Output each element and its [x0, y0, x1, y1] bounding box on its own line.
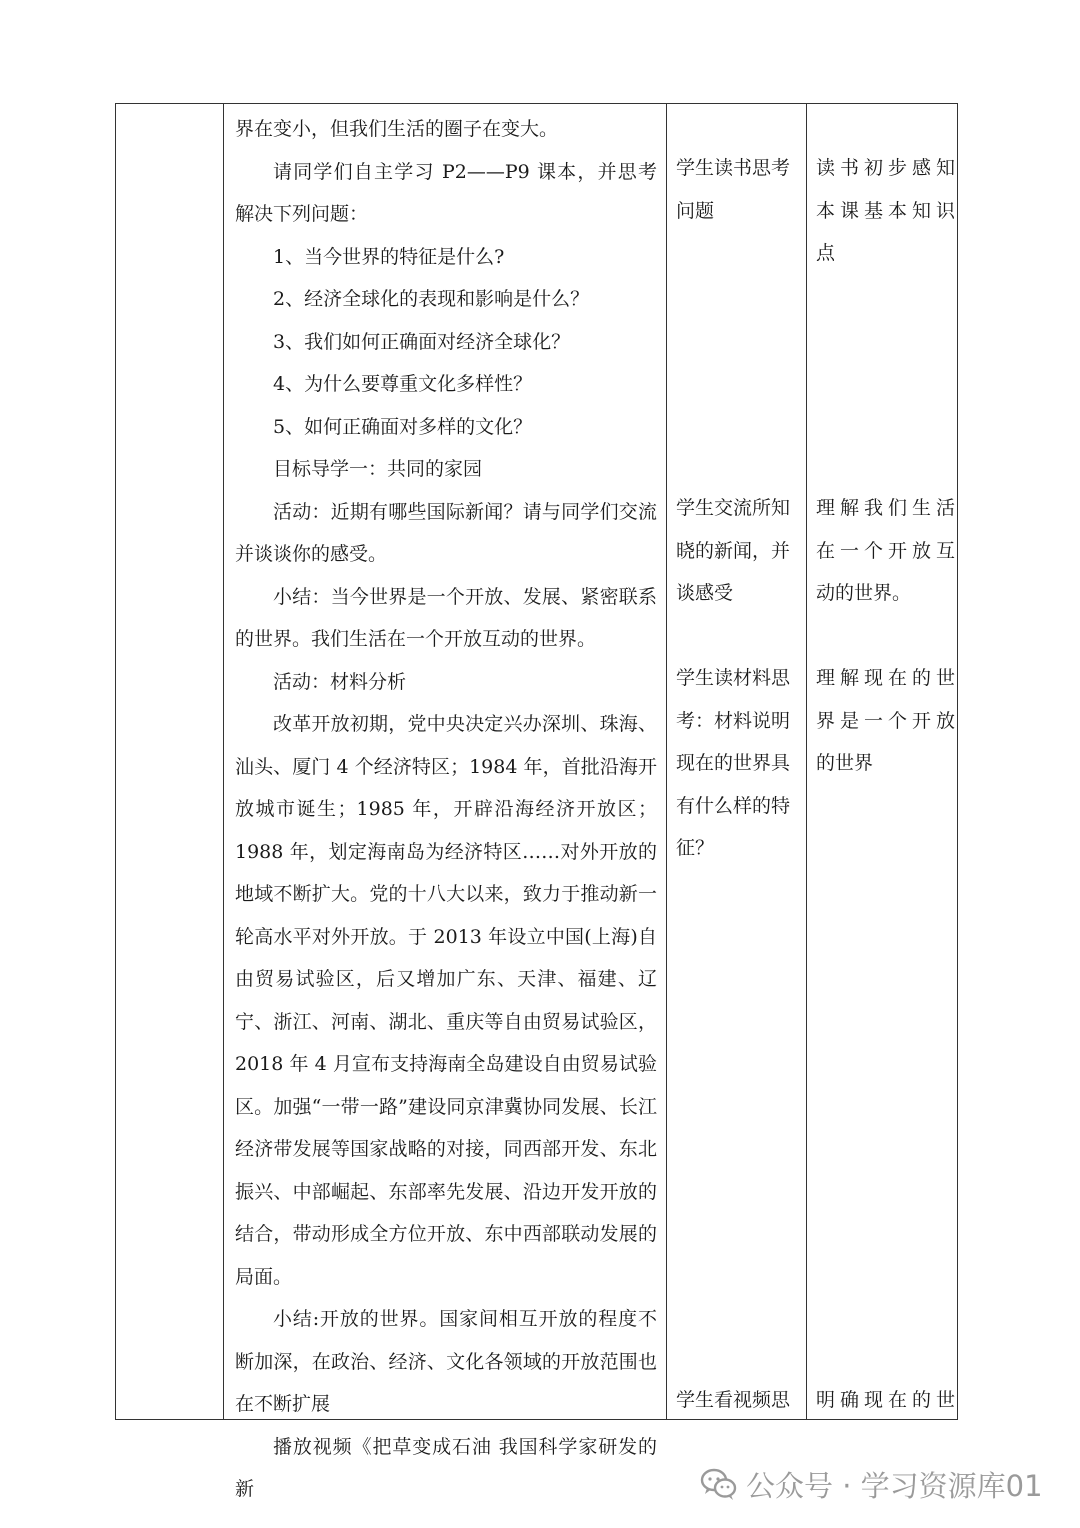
column-divider-2 [666, 104, 667, 1419]
text-line: 动的世界。 [816, 582, 912, 604]
text-line: 读书初步感知 [816, 157, 961, 179]
text-line: 有什么样的特 [676, 794, 791, 817]
question-item: 5、如何正确面对多样的文化？ [273, 415, 533, 438]
text-line: 点 [816, 242, 841, 264]
design-intent-block-3 [816, 657, 961, 785]
text-line: 理解我们生活 [816, 497, 961, 519]
student-activity-block-1 [676, 147, 804, 232]
text-line: 明确现在的世 [816, 1389, 961, 1411]
paragraph: 请同学们自主学习 P2——P9 课本，并思考解决下列问题： [235, 160, 657, 225]
design-intent-block-4 [816, 1379, 961, 1422]
text-line: 的世界 [816, 752, 874, 774]
section-heading: 目标导学一：共同的家园 [273, 458, 483, 480]
column-divider-3 [806, 104, 807, 1419]
teaching-content-cell [235, 108, 657, 1511]
text-line: 现在的世界具 [676, 752, 791, 774]
paragraph: 小结:开放的世界。国家间相互开放的程度不断加深，在政治、经济、文化各领域的开放范围也在不断扩展 [235, 1308, 657, 1415]
text-line: 学生看视频思 [676, 1389, 791, 1411]
paragraph: 播放视频《把草变成石油 我国科学家研发的新 [235, 1435, 657, 1500]
student-activity-block-4 [676, 1379, 804, 1422]
column-divider-1 [223, 104, 224, 1419]
question-item: 2、经济全球化的表现和影响是什么？ [273, 288, 590, 310]
design-intent-block-2 [816, 487, 961, 615]
student-activity-block-2 [676, 487, 804, 615]
paragraph: 界在变小，但我们生活的圈子在变大。 [235, 118, 559, 140]
question-item: 4、为什么要尊重文化多样性？ [273, 373, 533, 395]
watermark [700, 1462, 1043, 1506]
text-line: 在一个开放互 [816, 539, 961, 562]
student-activity-block-3 [676, 657, 804, 870]
text-line: 考：材料说明 [676, 709, 791, 732]
paragraph: 小结：当今世界是一个开放、发展、紧密联系的世界。我们生活在一个开放互动的世界。 [235, 585, 657, 650]
text-line: 界是一个开放 [816, 709, 961, 732]
paragraph: 改革开放初期，党中央决定兴办深圳、珠海、汕头、厦门 4 个经济特区；1984 年，首批沿海开放城市诞生；1985 年，开辟沿海经济开放区；1988 年，划定海南岛为经济特区……对外开放的地域不断扩大。党的十八大以来，致力于推动新一轮高水平对外开放。于 2013 年设立中国(上海)自由贸易试验区，后又增加广东、天津、福建、辽宁、浙江、河南、湖北、重庆等自由贸易试验区，2018 年 4 月宣布支持海南全岛建设自由贸易试验区。加强“一带一路”建设同京津冀协同发展、长江经济带发展等国家战略的对接，同西部开发、东北振兴、中部崛起、东部率先发展、沿边开发开放的结合，带动形成全方位开放、东中西部联动发展的局面。 [235, 713, 657, 1288]
paragraph: 活动：近期有哪些国际新闻？请与同学们交流并谈谈你的感受。 [235, 500, 657, 565]
question-item: 3、我们如何正确面对经济全球化？ [273, 330, 571, 353]
text-line: 征？ [676, 837, 715, 859]
text-line: 谈感受 [676, 582, 734, 604]
paragraph: 活动：材料分析 [273, 670, 407, 693]
text-line: 学生读材料思 [676, 667, 791, 689]
text-line: 学生读书思考 [676, 157, 791, 179]
watermark-text: 公众号 · 学习资源库01 [746, 1468, 1043, 1503]
text-line: 学生交流所知 [676, 497, 791, 519]
design-intent-block-1 [816, 147, 961, 275]
question-item: 1、当今世界的特征是什么? [273, 245, 505, 268]
text-line: 理解现在的世 [816, 667, 961, 689]
text-line: 问题 [676, 199, 715, 222]
wechat-icon [700, 1467, 738, 1501]
text-line: 本课基本知识 [816, 199, 961, 222]
text-line: 晓的新闻，并 [676, 539, 791, 562]
